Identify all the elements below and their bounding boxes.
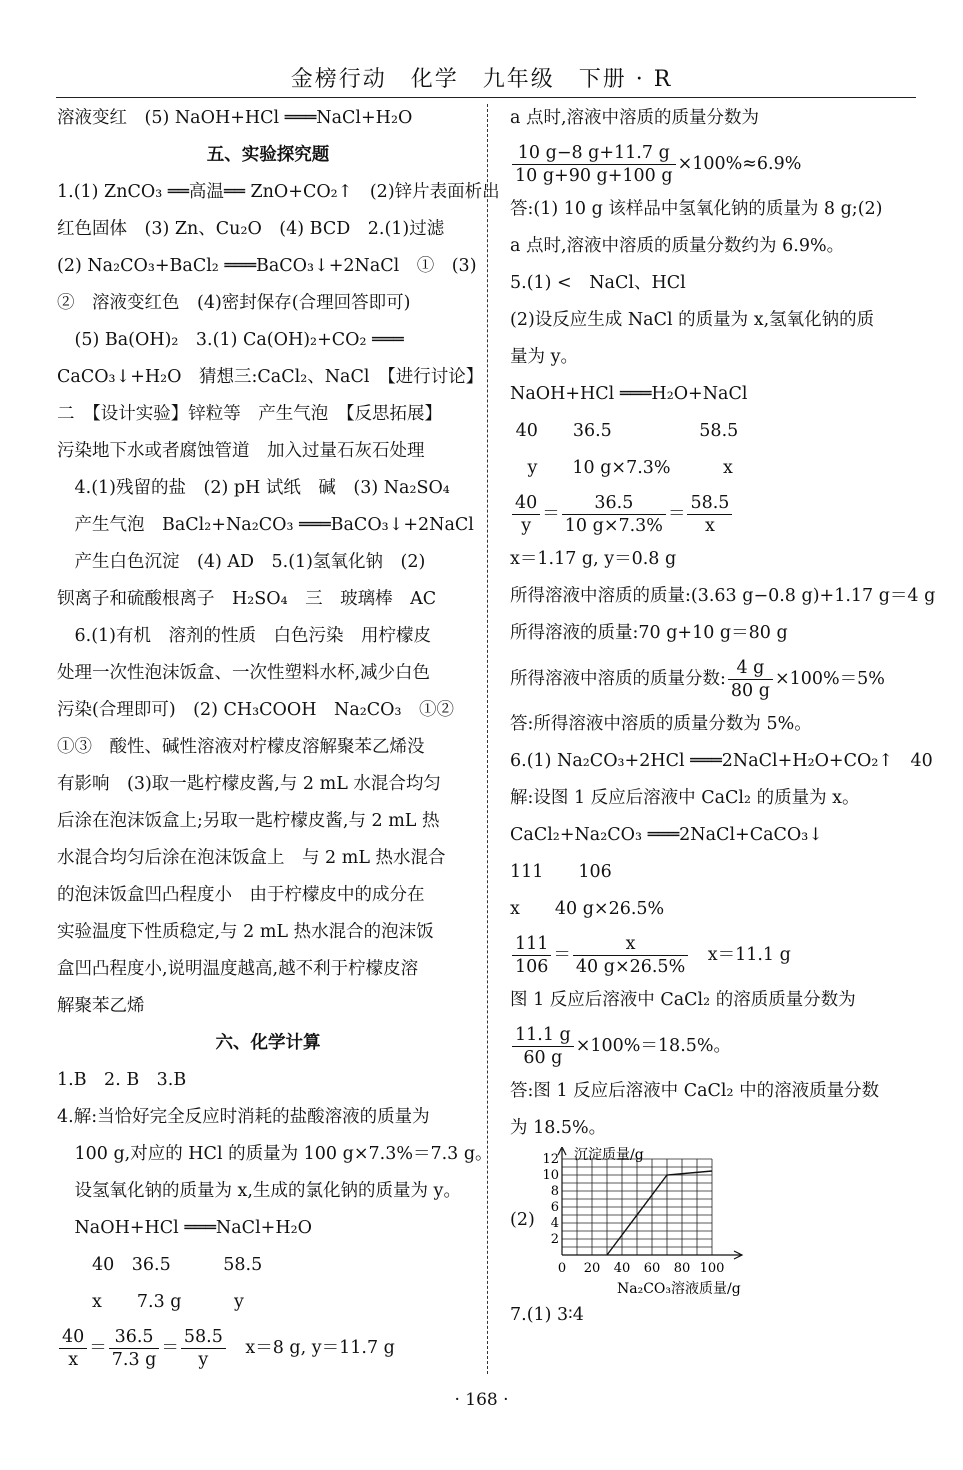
text-line: ② 溶液变红色 (4)密封保存(合理回答即可) [57, 293, 411, 313]
text-line: 所得溶液的质量:70 g+10 g＝80 g [510, 623, 788, 643]
text-line: x＝1.17 g, y＝0.8 g [510, 549, 677, 569]
text-line: 40 36.5 58.5 [510, 421, 739, 441]
header-rule [56, 97, 916, 98]
text-line: CaCl₂+Na₂CO₃ ═══2NaCl+CaCO₃↓ [510, 825, 823, 845]
text-line: 答:所得溶液中溶质的质量分数为 5%。 [510, 714, 812, 734]
text-line: 设氢氧化钠的质量为 x,生成的氯化钠的质量为 y。 [57, 1181, 461, 1201]
x-tick-label: 40 [613, 1261, 631, 1276]
fraction: $\frac{10 g-8 g+11.7 g}{10 g+90 g+100 g}$ [512, 142, 676, 187]
text-line: 处理一次性泡沫饭盒、一次性塑料水杯,减少白色 [57, 663, 431, 683]
text-line: (2)设反应生成 NaCl 的质量为 x,氢氧化钠的质 [510, 310, 875, 330]
text-line: 污染地下水或者腐蚀管道 加入过量石灰石处理 [57, 441, 425, 461]
text-line: 盒凹凸程度小,说明温度越高,越不利于柠檬皮溶 [57, 959, 419, 979]
fraction: $\frac{40}{y}$ [512, 492, 540, 537]
text-line: 5.(1) < NaCl、HCl [510, 273, 686, 293]
text-line: 有影响 (3)取一匙柠檬皮酱,与 2 mL 水混合均匀 [57, 774, 441, 794]
text-line: 二 【设计实验】锌粒等 产生气泡 【反思拓展】 [57, 404, 442, 424]
y-axis-label: 沉淀质量/g [574, 1147, 644, 1163]
text-line: 4.(1)残留的盐 (2) pH 试纸 碱 (3) Na₂SO₄ [57, 478, 450, 498]
text-line: x 40 g×26.5% [510, 899, 665, 919]
x-tick-label: 100 [699, 1261, 725, 1276]
text-line: 红色固体 (3) Zn、Cu₂O (4) BCD 2.(1)过滤 [57, 219, 445, 239]
section-title: 六、化学计算 [215, 1033, 321, 1053]
chart-part-label: (2) [510, 1210, 535, 1230]
text-line: 钡离子和硫酸根离子 H₂SO₄ 三 玻璃棒 AC [57, 589, 437, 609]
text-line: 的泡沫饭盒凹凸程度小 由于柠檬皮中的成分在 [57, 885, 425, 905]
text-line: 后涂在泡沫饭盒上;另取一匙柠檬皮酱,与 2 mL 热 [57, 811, 440, 831]
text-line: 1.(1) ZnCO₃ ══高温══ ZnO+CO₂↑ (2)锌片表面析出 [57, 182, 500, 202]
equation-line: $\frac{111}{106}$ ＝ $\frac{x}{40 g\times 26.5\%}$ x＝11.1 g [510, 928, 920, 982]
column-divider [487, 104, 488, 1374]
page-number: · 168 · [454, 1390, 509, 1410]
fraction: $\frac{58.5}{x}$ [687, 492, 732, 537]
text-line: (5) Ba(OH)₂ 3.(1) Ca(OH)₂+CO₂ ═══ [57, 330, 404, 350]
equation-line [510, 137, 920, 191]
text-line: 答:(1) 10 g 该样品中氢氧化钠的质量为 8 g;(2) [510, 199, 883, 219]
equation-result: x＝8 g, y＝11.7 g [227, 1337, 395, 1358]
y-tick-label: 8 [550, 1184, 559, 1199]
fraction: $\frac{40}{x}$ [59, 1326, 87, 1371]
text-line: 溶液变红 (5) NaOH+HCl ═══NaCl+H₂O [57, 108, 413, 128]
series-line [607, 1171, 712, 1255]
fraction: $\frac{36.5}{10 g\times 7.3\%}$ [562, 492, 666, 537]
y-tick-label: 4 [550, 1216, 559, 1231]
text-line: a 点时,溶液中溶质的质量分数约为 6.9%。 [510, 236, 845, 256]
text-line: CaCO₃↓+H₂O 猜想三:CaCl₂、NaCl 【进行讨论】 [57, 367, 484, 387]
equation-line [510, 652, 920, 706]
equation-line: $\frac{40}{y}$ ＝ $\frac{36.5}{10 g\times 7.3\%}$ ＝ $\frac{58.5}{x}$ [510, 487, 920, 541]
x-tick-label: 80 [673, 1261, 691, 1276]
page-header: 金榜行动 化学 九年级 下册 · R [290, 67, 673, 92]
text-line: 污染(合理即可) (2) CH₃COOH Na₂CO₃ ①② [57, 700, 455, 720]
text-line: 所得溶液中溶质的质量:(3.63 g−0.8 g)+1.17 g＝4 g [510, 586, 936, 606]
equation-result: ×100%＝18.5%。 [575, 1035, 732, 1056]
text-line: 产生气泡 BaCl₂+Na₂CO₃ ═══BaCO₃↓+2NaCl [57, 515, 474, 535]
equation-result: ×100%＝5% [774, 668, 885, 689]
fraction: $\frac{111}{106}$ [512, 933, 551, 978]
text-line: 为 18.5%。 [510, 1118, 607, 1138]
text-line: 解聚苯乙烯 [57, 996, 145, 1016]
x-axis-label: Na₂CO₃溶液质量/g [617, 1281, 741, 1297]
text-line: 100 g,对应的 HCl 的质量为 100 g×7.3%＝7.3 g。 [57, 1144, 493, 1164]
text-line: 解:设图 1 反应后溶液中 CaCl₂ 的质量为 x。 [510, 788, 860, 808]
left-column [57, 100, 500, 1375]
x-tick-label: 60 [643, 1261, 661, 1276]
text-line: NaOH+HCl ═══H₂O+NaCl [510, 384, 748, 404]
text-line: 40 36.5 58.5 [57, 1255, 263, 1275]
chart-svg [540, 1147, 840, 1297]
y-tick-label: 12 [542, 1152, 559, 1167]
right-column [510, 100, 936, 1334]
fraction: $\frac{36.5}{7.3 g}$ [109, 1326, 160, 1371]
y-tick-label: 6 [550, 1200, 559, 1215]
equation-prefix: 所得溶液中溶质的质量分数: [510, 668, 726, 689]
equation-result: ×100%≈6.9% [677, 153, 802, 174]
text-line: 实验温度下性质稳定,与 2 mL 热水混合的泡沫饭 [57, 922, 434, 942]
text-line: NaOH+HCl ═══NaCl+H₂O [57, 1218, 312, 1238]
text-line: 答:图 1 反应后溶液中 CaCl₂ 中的溶液质量分数 [510, 1081, 880, 1101]
equation-line [510, 1019, 920, 1073]
text-line: 6.(1) Na₂CO₃+2HCl ═══2NaCl+H₂O+CO₂↑ 40 [510, 751, 933, 771]
x-tick-label: 20 [583, 1261, 601, 1276]
fraction: $\frac{4 g}{80 g}$ [728, 657, 773, 702]
section-title: 五、实验探究题 [206, 145, 330, 165]
y-tick-label: 10 [542, 1168, 559, 1183]
fraction: $\frac{11.1 g}{60 g}$ [512, 1024, 574, 1069]
text-line: 6.(1)有机 溶剂的性质 白色污染 用柠檬皮 [57, 626, 431, 646]
text-line: 4.解:当恰好完全反应时消耗的盐酸溶液的质量为 [57, 1107, 430, 1127]
equation-result: x＝11.1 g [690, 944, 791, 965]
text-line: 水混合均匀后涂在泡沫饭盒上 与 2 mL 热水混合 [57, 848, 446, 868]
text-line: 量为 y。 [510, 347, 578, 367]
y-tick-label: 2 [550, 1232, 559, 1247]
text-line: 111 106 [510, 862, 612, 882]
text-line: ①③ 酸性、碱性溶液对柠檬皮溶解聚苯乙烯没 [57, 737, 425, 757]
text-line: 产生白色沉淀 (4) AD 5.(1)氢氧化钠 (2) [57, 552, 426, 572]
text-line: x 7.3 g y [57, 1292, 244, 1312]
text-line: a 点时,溶液中溶质的质量分数为 [510, 108, 760, 128]
text-line: y 10 g×7.3% x [510, 458, 733, 478]
precipitate-chart [510, 1147, 920, 1297]
text-line: 1.B 2. B 3.B [57, 1070, 187, 1090]
text-line: 图 1 反应后溶液中 CaCl₂ 的溶质质量分数为 [510, 990, 856, 1010]
fraction: $\frac{x}{40 g\times 26.5\%}$ [573, 933, 688, 978]
text-line: 7.(1) 3∶4 [510, 1305, 584, 1325]
equation-line: $\frac{40}{x}$ ＝ $\frac{36.5}{7.3 g}$ ＝ $\frac{58.5}{y}$ x＝8 g, y＝11.7 g [57, 1321, 479, 1375]
x-tick-label: 0 [557, 1261, 567, 1276]
fraction: $\frac{58.5}{y}$ [181, 1326, 226, 1371]
text-line: (2) Na₂CO₃+BaCl₂ ═══BaCO₃↓+2NaCl ① (3) [57, 256, 477, 276]
